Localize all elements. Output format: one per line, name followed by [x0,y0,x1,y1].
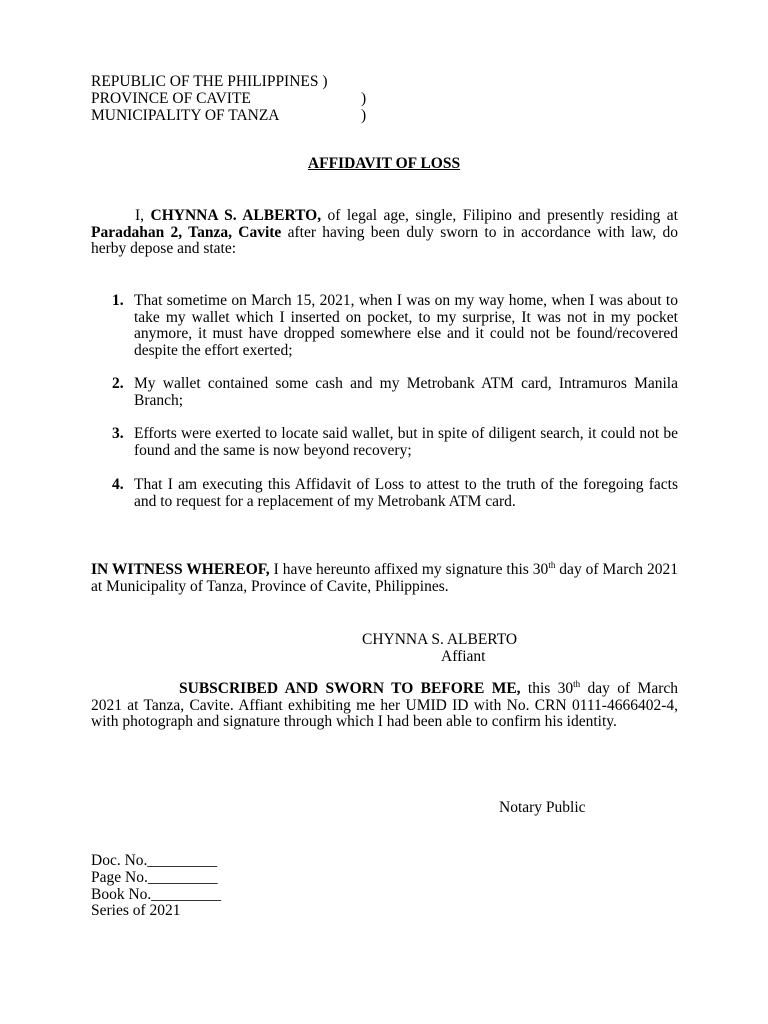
jurat-paragraph [91,678,678,731]
header-province-paren: ) [361,90,367,107]
witness-lead: IN WITNESS WHEREOF, [91,561,270,578]
doc-number: Doc. No._________ [91,852,218,869]
intro-text-1: I, [135,207,151,224]
jurat-text-1: this 30 [520,680,574,697]
item-1-text: That sometime on March 15, 2021, when I was on my way home, when I was about to take my wallet which I inserted on pocket, to my surprise, It was not in my pocket anymore, it must have dropped somewhere else and it could not be found/recovered despite the effort exerted; [134,292,678,359]
document-title: AFFIDAVIT OF LOSS [307,155,461,172]
intro-text-3: after having been duly sworn to in accordance with law, do herby depose and state: [91,223,678,257]
jurat-superscript: th [573,678,581,689]
series-year: Series of 2021 [91,902,181,919]
witness-superscript: th [548,559,556,570]
jurat-text-2: day of March 2021 at Tanza, Cavite. Affiant exhibiting me her UMID ID with No. CRN 0111-4666402-4, with photograph and signature through which I had been able to confirm his identity. [91,680,678,730]
witness-text-1: I have hereunto affixed my signature this 30 [269,561,549,578]
jurat-lead: SUBSCRIBED AND SWORN TO BEFORE ME, [179,680,521,697]
affiant-name-inline: CHYNNA S. ALBERTO, [150,207,322,224]
book-number: Book No._________ [91,886,222,903]
address-inline: Paradahan 2, Tanza, Cavite [91,223,282,241]
affiant-name: CHYNNA S. ALBERTO [362,631,518,648]
item-1-number: 1. [112,292,124,309]
item-3-text: Efforts were exerted to locate said wallet, but in spite of diligent search, it could not be found and the same is now beyond recovery; [134,425,678,459]
header-province: PROVINCE OF CAVITE [91,90,251,107]
intro-text-2: of legal age, single, Filipino and presently residing at [321,207,678,224]
header-republic: REPUBLIC OF THE PHILIPPINES ) [91,73,328,90]
header-municipality-paren: ) [361,107,367,124]
item-2-text: My wallet contained some cash and my Metrobank ATM card, Intramuros Manila Branch; [134,375,678,409]
affiant-label: Affiant [441,648,486,665]
page-number: Page No._________ [91,869,218,886]
item-2-number: 2. [112,375,124,392]
item-3-number: 3. [112,425,124,442]
item-4-text: That I am executing this Affidavit of Loss to attest to the truth of the foregoing facts and to request for a replacement of my Metrobank ATM card. [134,476,678,510]
header-municipality: MUNICIPALITY OF TANZA [91,107,280,124]
notary-public-label: Notary Public [499,799,586,816]
witness-text-2: day of March 2021 at Municipality of Tanza, Province of Cavite, Philippines. [91,561,678,595]
item-4-number: 4. [112,476,124,493]
witness-paragraph [91,559,678,595]
intro-paragraph [91,208,678,258]
